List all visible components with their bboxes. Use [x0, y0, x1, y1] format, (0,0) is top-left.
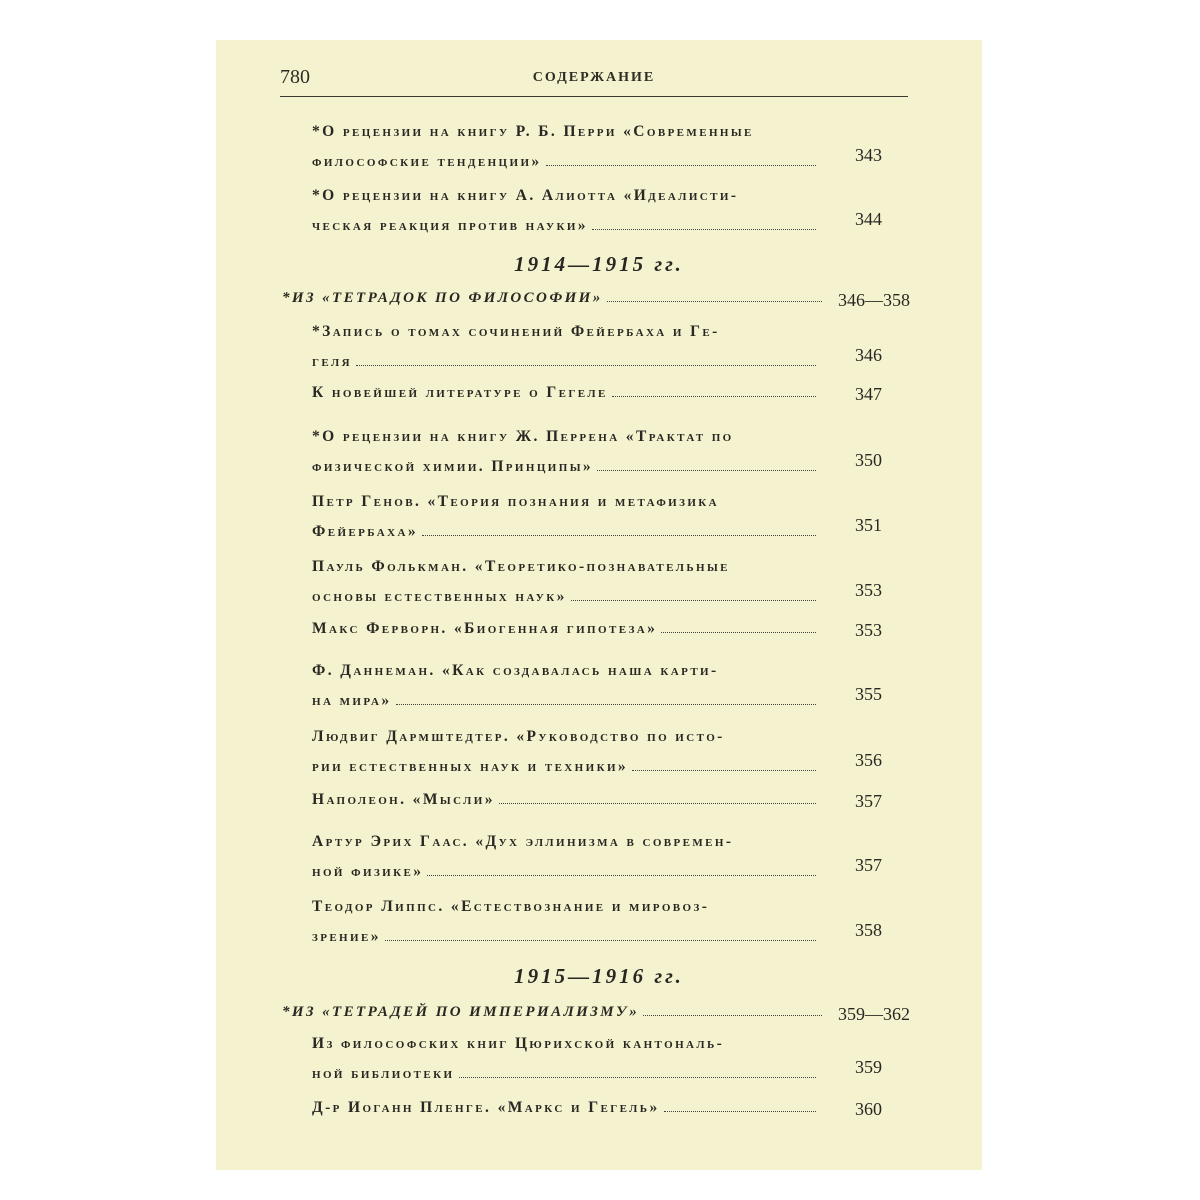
toc-entry [312, 1035, 882, 1087]
toc-entry [282, 1004, 910, 1030]
page-ref: 344 [855, 209, 882, 229]
entry-line: ной библиотеки [312, 1065, 455, 1082]
entry-line: *Запись о томах сочинений Фейербаха и Ге- [312, 323, 720, 340]
dot-leader [643, 1015, 822, 1016]
entry-line: рии естественных наук и техники» [312, 758, 629, 775]
dot-leader [592, 229, 816, 230]
entry-line: философские тенденции» [312, 153, 542, 170]
page-ref: 346 [855, 345, 882, 365]
toc-entry [312, 791, 882, 817]
entry-line: Теодор Липпс. «Естествознание и мировоз- [312, 898, 710, 915]
toc-entry [312, 1099, 882, 1125]
toc-entry [312, 384, 882, 410]
toc-entry [312, 728, 882, 780]
page-ref: 358 [855, 920, 882, 940]
entry-line: Ф. Даннеман. «Как создавалась наша карти- [312, 662, 719, 679]
entry-line: Петр Генов. «Теория познания и метафизика [312, 493, 720, 510]
running-title: СОДЕРЖАНИЕ [532, 70, 656, 85]
page-ref: 347 [855, 384, 882, 404]
dot-leader [571, 600, 816, 601]
page-ref: 356 [855, 750, 882, 770]
entry-line: Макс Ферворн. «Биогенная гипотеза» [312, 620, 658, 637]
dot-leader [385, 940, 816, 941]
page-ref: 359—362 [838, 1004, 910, 1024]
entry-line: геля [312, 353, 352, 370]
toc-entry [312, 898, 882, 950]
entry-line: физической химии. Принципы» [312, 458, 594, 475]
entry-line: ческая реакция против науки» [312, 217, 588, 234]
entry-line: *О рецензии на книгу Ж. Перрена «Трактат по [312, 428, 734, 445]
entry-line: *О рецензии на книгу Р. Б. Перри «Современные [312, 123, 754, 140]
entry-line: основы естественных наук» [312, 588, 567, 605]
section-heading: 1915—1916 гг. [514, 964, 684, 988]
entry-line: Людвиг Дармштедтер. «Руководство по исто- [312, 728, 725, 745]
page-ref: 355 [855, 684, 882, 704]
dot-leader [612, 396, 816, 397]
page-ref: 350 [855, 450, 882, 470]
page-ref: 360 [855, 1099, 882, 1119]
dot-leader [607, 301, 822, 302]
page-ref: 353 [855, 620, 882, 640]
page-ref: 357 [855, 855, 882, 875]
page-ref: 343 [855, 145, 882, 165]
entry-line: зрение» [312, 928, 381, 945]
dot-leader [661, 632, 816, 633]
page-header [280, 58, 908, 97]
page-ref: 353 [855, 580, 882, 600]
page-number: 780 [280, 66, 310, 88]
entry-line: Д-р Иоганн Пленге. «Маркс и Гегель» [312, 1099, 660, 1116]
entry-line: Из философских книг Цюрихской кантональ- [312, 1035, 725, 1052]
toc-entry [312, 428, 882, 480]
entry-line: Наполеон. «Мысли» [312, 791, 495, 808]
entry-line: *ИЗ «ТЕТРАДЕЙ ПО ИМПЕРИАЛИЗМУ» [282, 1004, 640, 1020]
toc-entry [312, 620, 882, 646]
entry-line: Пауль Фолькман. «Теоретико-познавательные [312, 558, 730, 575]
entry-line: *ИЗ «ТЕТРАДОК ПО ФИЛОСОФИИ» [282, 290, 603, 306]
dot-leader [597, 470, 816, 471]
toc-entry [312, 187, 882, 239]
toc-entry [312, 662, 882, 714]
entry-line: Фейербаха» [312, 523, 418, 540]
toc-entry [312, 833, 882, 885]
page-ref: 357 [855, 791, 882, 811]
dot-leader [664, 1111, 816, 1112]
entry-line: *О рецензии на книгу А. Алиотта «Идеалисти- [312, 187, 739, 204]
dot-leader [499, 803, 816, 804]
section-heading: 1914—1915 гг. [514, 252, 684, 276]
entry-line: К новейшей литературе о Гегеле [312, 384, 608, 401]
dot-leader [459, 1077, 817, 1078]
entry-line: ной физике» [312, 863, 424, 880]
page-ref: 346—358 [838, 290, 910, 310]
toc-entry [312, 323, 882, 375]
dot-leader [427, 875, 816, 876]
toc-entry [312, 493, 882, 545]
dot-leader [422, 535, 816, 536]
toc-entry [282, 290, 910, 316]
dot-leader [396, 704, 816, 705]
entry-line: Артур Эрих Гаас. «Дух эллинизма в современ- [312, 833, 734, 850]
toc-entry [312, 123, 882, 175]
dot-leader [632, 770, 816, 771]
page-ref: 351 [855, 515, 882, 535]
page-ref: 359 [855, 1057, 882, 1077]
dot-leader [356, 365, 816, 366]
dot-leader [546, 165, 816, 166]
toc-entry [312, 558, 882, 610]
entry-line: на мира» [312, 692, 392, 709]
